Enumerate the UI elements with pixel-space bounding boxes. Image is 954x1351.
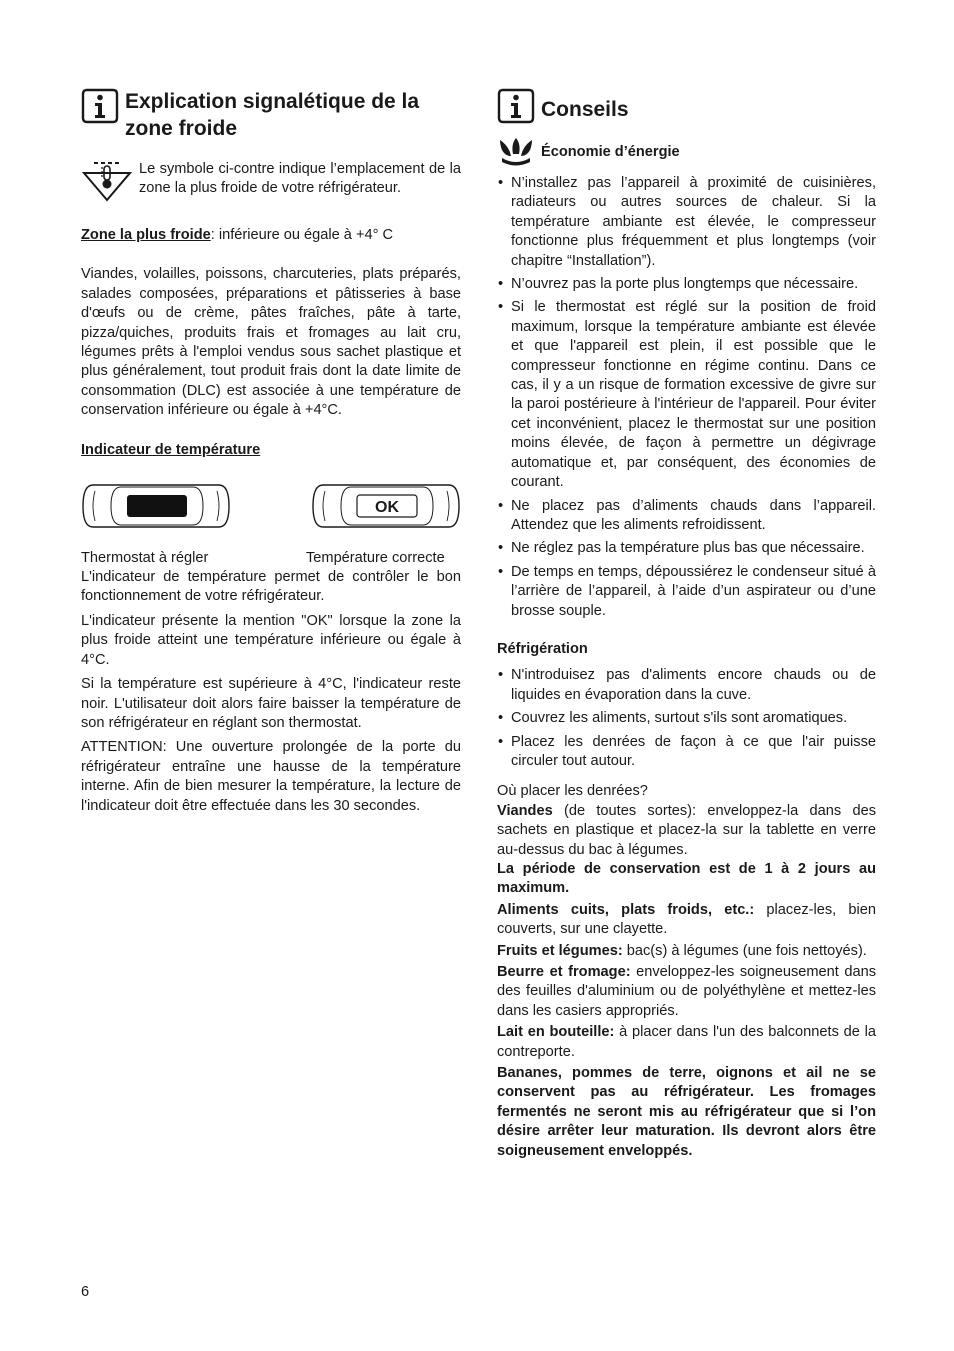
meat-label: Viandes [497, 802, 553, 819]
indicator-illustrations [81, 481, 461, 531]
info-icon [81, 88, 119, 124]
where-question: Où placer les denrées? [497, 783, 648, 800]
indicator-paragraph-3: Si la température est supérieure à 4°C, l'indicateur reste noir. L'utilisateur doit alors faire baisser la température de son réfrigérateur en réglant son thermostat. [81, 676, 461, 731]
list-item: • N'introduisez pas d'aliments encore chauds ou de liquides en évaporation dans la cuve. [497, 666, 876, 705]
section-header-tips [497, 88, 876, 124]
list-item: • N’installez pas l’appareil à proximité de cuisinières, radiateurs ou autres sources de chaleur. Si la température ambiante est élevée, le compresseur fonctionne plus fréquemment et plus longtemps (voir chapitre “Installation”). [497, 174, 876, 271]
zone-value: : inférieure ou égale à +4° C [210, 227, 394, 243]
cooked-label: Aliments cuits, plats froids, etc.: [497, 901, 755, 918]
list-item: • De temps en temps, dépoussiérez le condenseur situé à l’arrière de l’appareil, à l’aide d’un aspirateur ou d’une brosse souple. [497, 563, 876, 621]
fruits-label: Fruits et légumes: [497, 942, 623, 959]
fruits-paragraph: Fruits et légumes: bac(s) à légumes (une fois nettoyés). [497, 942, 867, 959]
list-item: • Ne réglez pas la température plus bas que nécessaire. [497, 539, 876, 558]
section-title: Conseils [541, 97, 629, 121]
conservation-period: La période de conservation est de 1 à 2 jours au maximum. [497, 861, 876, 897]
indicator-black-illustration [81, 481, 231, 531]
butter-label: Beurre et fromage: [497, 964, 631, 981]
indicator-captions [81, 549, 461, 568]
cooked-paragraph: Aliments cuits, plats froids, etc.: placez-les, bien couverts, sur une clayette. [497, 901, 876, 938]
attention-paragraph: ATTENTION: Une ouverture prolongée de la porte du réfrigérateur entraîne une hausse de la température interne. Afin de bien mesurer la température, la lecture de l'indicateur doit être effectuée dans les 30 secondes. [81, 739, 461, 814]
section-title: Explication signalétique de la zone froide [125, 90, 420, 140]
energy-list [497, 174, 876, 621]
section-header-cold-zone [81, 88, 461, 142]
milk-label: Lait en bouteille: [497, 1024, 615, 1041]
list-item: • Placez les denrées de façon à ce que l'air puisse circuler tout autour. [497, 733, 876, 772]
indicator-paragraph-2: L'indicateur présente la mention "OK" lorsque la zone la plus froide atteint une température inférieure ou égale à 4°C. [81, 612, 461, 668]
symbol-description: Le symbole ci-contre indique l’emplacement de la zone la plus froide de votre réfrigérateur. [139, 161, 461, 197]
indicator-ok-label: OK [375, 499, 399, 517]
zone-definition [81, 226, 461, 245]
cold-zone-symbol-icon [81, 160, 133, 204]
caption-thermostat: Thermostat à régler [81, 550, 209, 567]
caption-correct: Température correcte [306, 550, 445, 567]
energy-title: Économie d’énergie [541, 144, 680, 160]
meat-paragraph: Viandes (de toutes sortes): enveloppez-la dans des sachets en plastique et placez-la sur la tablette en verre au-dessus du bac à légumes. [497, 802, 876, 858]
refrigeration-list [497, 666, 876, 771]
page-number: 6 [81, 1284, 90, 1300]
indicator-paragraph-1: L'indicateur de température permet de contrôler le bon fonctionnement de votre réfrigérateur. [81, 569, 461, 605]
indicator-ok-illustration [311, 481, 461, 531]
list-item: • Si le thermostat est réglé sur la position de froid maximum, lorsque la température ambiante est élevée et que l'appareil est plein, il est possible que le compresseur fonctionne en régime continu. Dans ce cas, il y a un risque de formation excessive de givre sur la paroi postérieure à l'intérieur de l'appareil. Pour éviter cet inconvénient, placez le thermostat sur une position moins élevée, de façon à permettre un dégivrage automatique et, par conséquent, des économies de courant. [497, 298, 876, 492]
zone-label: Zone la plus froide [81, 227, 211, 243]
list-item: • Ne placez pas d’aliments chauds dans l’appareil. Attendez que les aliments refroidissent. [497, 497, 876, 536]
right-column [497, 88, 876, 1161]
list-item: • Couvrez les aliments, surtout s'ils sont aromatiques. [497, 709, 876, 728]
milk-paragraph: Lait en bouteille: à placer dans l'un des balconnets de la contreporte. [497, 1024, 876, 1060]
refrigeration-title: Réfrigération [497, 640, 588, 657]
butter-paragraph: Beurre et fromage: enveloppez-les soigneusement dans des feuilles d'aluminium ou de polyéthylène et mettez-les dans les casiers appropriés. [497, 964, 876, 1019]
info-icon [497, 88, 535, 124]
foods-paragraph: Viandes, volailles, poissons, charcuteries, plats préparés, salades composées, préparations et pâtisseries à base d'œufs ou de crème, pâtes fraîches, pâte à tarte, pizza/quiches, produits frais et fromages au lait cru, légumes prêts à l'emploi vendus sous sachet plastique et plus généralement, tout produit frais dont la date limite de consommation (DLC) est associée à une température de conservation inférieure ou égale à +4°C. [81, 266, 461, 419]
energy-heading [497, 136, 876, 168]
left-column [81, 88, 461, 816]
bananas-warning: Bananes, pommes de terre, oignons et ail ne se conservent pas au réfrigérateur. Les fromages fermentés ne seront mis au réfrigérateur que si l’on désire arrêter leur maturation. Ils devront alors être soigneusement enveloppés. [497, 1065, 876, 1159]
list-item: • N’ouvrez pas la porte plus longtemps que nécessaire. [497, 275, 876, 294]
indicator-title: Indicateur de température [81, 441, 261, 458]
leaf-energy-icon [497, 136, 535, 168]
cold-zone-symbol-row [81, 160, 461, 204]
